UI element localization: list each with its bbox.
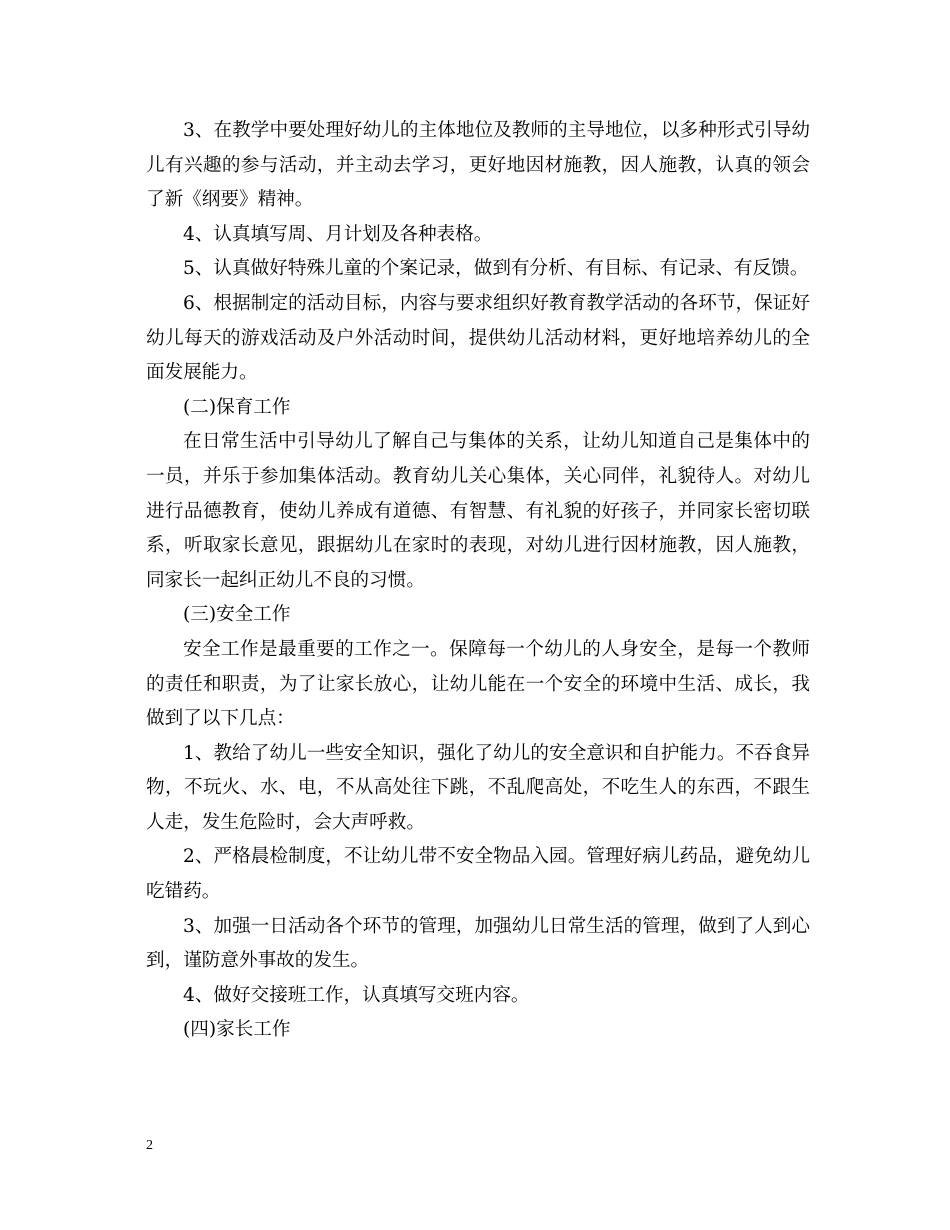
- paragraph-teaching-5: 5、认真做好特殊儿童的个案记录，做到有分析、有目标、有记录、有反馈。: [183, 258, 809, 280]
- paragraph-teaching-3: 3、在教学中要处理好幼儿的主体地位及教师的主导地位，以多种形式引导幼儿有兴趣的参与活动，并主动去学习，更好地因材施教，因人施教，认真的领会了新《纲要》精神。: [146, 120, 810, 211]
- page-number: 2: [146, 1138, 153, 1153]
- section-heading-care: (二)保育工作: [183, 396, 291, 418]
- paragraph-safety-3: 3、加强一日活动各个环节的管理，加强幼儿日常生活的管理，做到了人到心到，谨防意外事故的发生。: [146, 915, 810, 972]
- section-heading-safety: (三)安全工作: [183, 604, 291, 626]
- paragraph-care: 在日常生活中引导幼儿了解自己与集体的关系，让幼儿知道自己是集体中的一员，并乐于参加集体活动。教育幼儿关心集体，关心同伴，礼貌待人。对幼儿进行品德教育，使幼儿养成有道德、有智慧、有礼貌的好孩子，并同家长密切联系，听取家长意见，跟据幼儿在家时的表现，对幼儿进行因材施教，因人施教，同家长一起纠正幼儿不良的习惯。: [146, 431, 810, 591]
- section-heading-parents: (四)家长工作: [183, 1019, 291, 1041]
- paragraph-safety-4: 4、做好交接班工作，认真填写交班内容。: [183, 984, 530, 1006]
- paragraph-teaching-4: 4、认真填写周、月计划及各种表格。: [183, 223, 493, 245]
- body-text: [146, 114, 810, 1048]
- paragraph-safety-2: 2、严格晨检制度，不让幼儿带不安全物品入园。管理好病儿药品，避免幼儿吃错药。: [146, 846, 810, 903]
- paragraph-safety-1: 1、教给了幼儿一些安全知识，强化了幼儿的安全意识和自护能力。不吞食异物，不玩火、水、电，不从高处往下跳，不乱爬高处，不吃生人的东西，不跟生人走，发生危险时，会大声呼救。: [146, 742, 810, 833]
- paragraph-teaching-6: 6、根据制定的活动目标，内容与要求组织好教育教学活动的各环节，保证好幼儿每天的游戏活动及户外活动时间，提供幼儿活动材料，更好地培养幼儿的全面发展能力。: [146, 292, 810, 384]
- paragraph-safety-intro: 安全工作是最重要的工作之一。保障每一个幼儿的人身安全，是每一个教师的责任和职责，为了让家长放心，让幼儿能在一个安全的环境中生活、成长，我做到了以下几点：: [146, 638, 810, 730]
